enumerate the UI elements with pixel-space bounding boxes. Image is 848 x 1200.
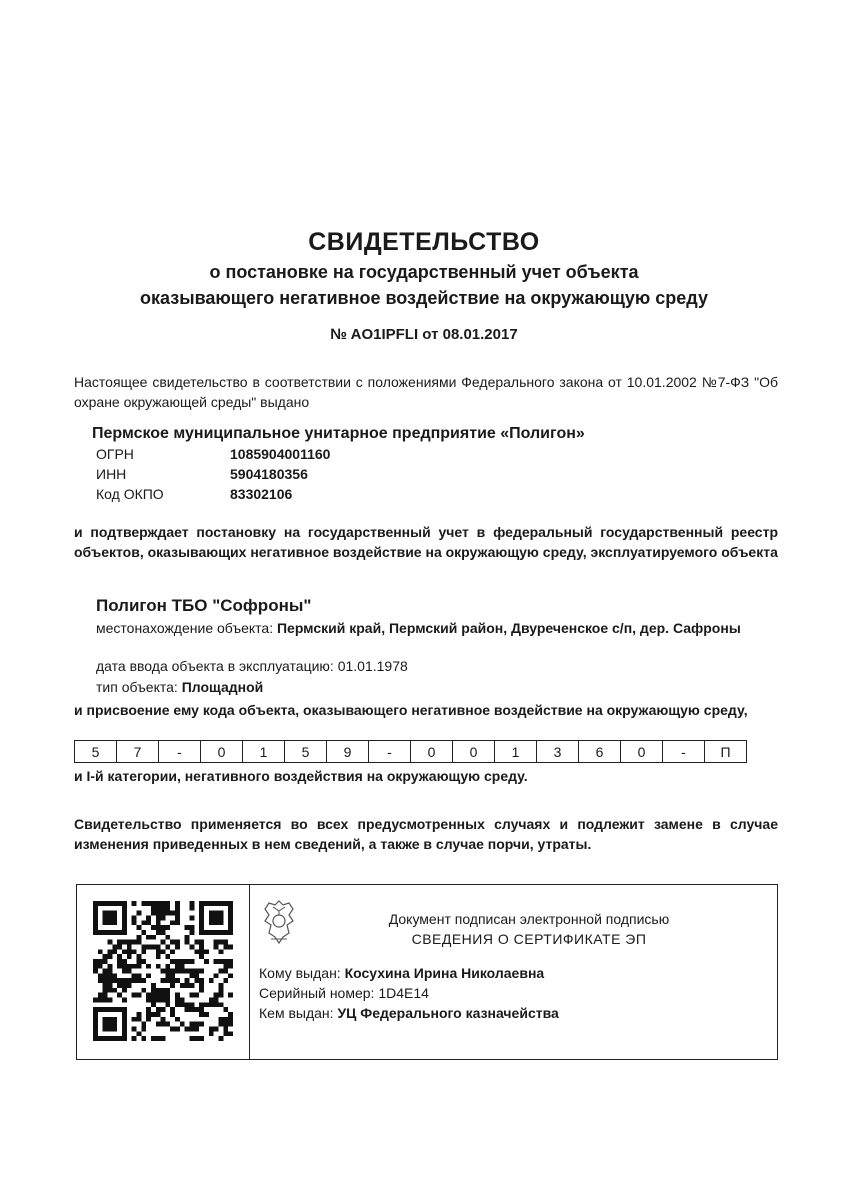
category-paragraph: и I-й категории, негативного воздействия на окружающую среду. [74,768,528,784]
code-cell: 0 [411,741,453,763]
object-location-value: Пермский край, Пермский район, Двуреченское с/п, дер. Сафроны [276,620,741,636]
signature-issued-to [259,965,544,981]
issued-to-value: Косухина Ирина Николаевна [344,965,545,981]
object-type-label: тип объекта: [96,679,178,695]
code-cell: - [369,741,411,763]
org-field-label: Код ОКПО [96,486,164,502]
code-cell: 5 [75,741,117,763]
signature-heading: Документ подписан электронной подписью [388,911,670,927]
document-title: СВИДЕТЕЛЬСТВО [308,228,540,256]
signature-issuer [259,1005,559,1021]
confirm-paragraph: и подтверждает постановку на государственный учет в федеральный государственный реестр объектов, оказывающих негативное воздействие на окружающую среду, эксплуатируемого объекта [74,524,778,560]
code-cell: 9 [327,741,369,763]
issuer-label: Кем выдан: [259,1005,334,1021]
object-commission-label: дата ввода объекта в эксплуатацию: [96,658,334,674]
code-cell: 3 [537,741,579,763]
code-cell: П [705,741,747,763]
code-cell: 6 [579,741,621,763]
code-cell: 1 [495,741,537,763]
object-location-label: местонахождение объекта: [96,620,274,636]
serial-value: 1D4E14 [378,985,429,1001]
object-name: Полигон ТБО "Софроны" [96,596,312,615]
document-subtitle-line1: о постановке на государственный учет объекта [209,262,639,282]
object-commission-value: 01.01.1978 [337,658,408,674]
org-field-label: ИНН [96,466,127,482]
org-field-label: ОГРН [96,446,134,462]
code-cell: 5 [285,741,327,763]
qr-code-icon [93,901,233,1041]
org-field-value: 83302106 [230,486,293,502]
organization-name: Пермское муниципальное унитарное предприятие «Полигон» [92,425,585,442]
object-commission-date [96,656,776,676]
code-cell: - [663,741,705,763]
org-field-value: 5904180356 [230,466,308,482]
object-code-table [74,740,747,763]
serial-label: Серийный номер: [259,985,375,1001]
code-cell: 1 [243,741,285,763]
org-field-value: 1085904001160 [230,446,331,462]
intro-paragraph: Настоящее свидетельство в соответствии с положениями Федерального закона от 10.01.2002 №7-ФЗ "Об охране окружающей среды" выдано [74,374,778,410]
code-cell: 0 [453,741,495,763]
object-type-value: Площадной [181,679,264,695]
signature-subheading: СВЕДЕНИЯ О СЕРТИФИКАТЕ ЭП [411,931,647,947]
coat-of-arms-emblem-icon [259,897,299,947]
document-subtitle-line2: оказывающего негативное воздействие на окружающую среду [140,288,708,308]
code-cell: 7 [117,741,159,763]
org-field-ogrn [96,446,330,462]
certificate-number: № AO1IPFLI от 08.01.2017 [330,326,518,343]
issuer-value: УЦ Федерального казначейства [337,1005,559,1021]
object-location [96,618,776,638]
signature-serial [259,985,429,1001]
validity-paragraph: Свидетельство применяется во всех предусмотренных случаях и подлежит замене в случае изменения приведенных в нем сведений, а также в случае порчи, утраты. [74,816,778,852]
issued-to-label: Кому выдан: [259,965,341,981]
code-cell: - [159,741,201,763]
object-type [96,677,776,697]
org-field-inn [96,466,308,482]
assign-paragraph: и присвоение ему кода объекта, оказывающего негативное воздействие на окружающую среду, [74,702,748,718]
org-field-okpo [96,486,292,502]
electronic-signature-box [76,884,778,1060]
code-cell: 0 [621,741,663,763]
signature-divider [249,885,250,1059]
code-cell: 0 [201,741,243,763]
